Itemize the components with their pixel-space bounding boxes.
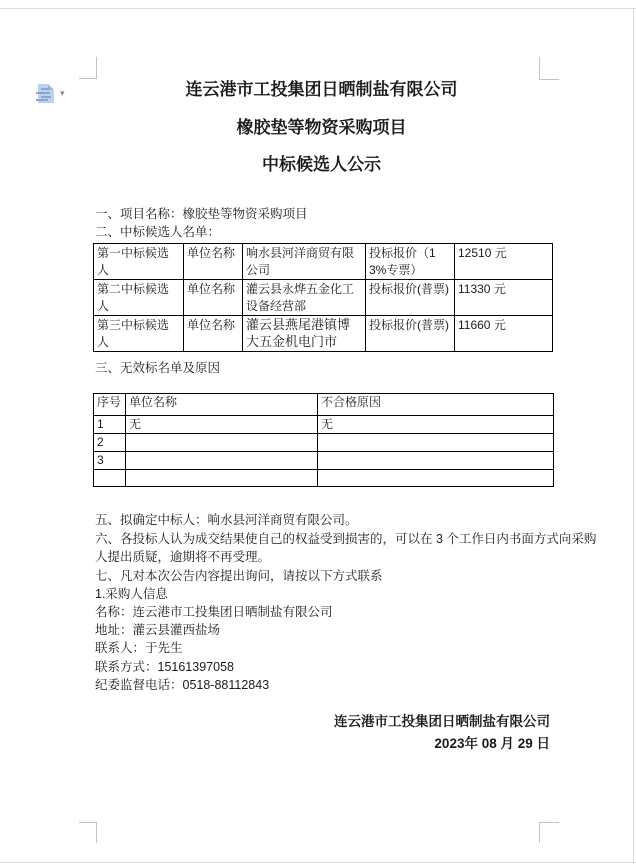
invalid-bids-table [93, 393, 554, 487]
section-6-objection-line1: 六、各投标人认为成交结果使自己的权益受到损害的，可以在 3 个工作日内书面方式向采购 [95, 532, 597, 546]
bid-price-value: 11660 元 [455, 316, 553, 352]
section-6-objection-line2: 人提出质疑，逾期将不再受理。 [95, 550, 271, 564]
unit-name-label: 单位名称 [184, 280, 243, 316]
row-index: 3 [94, 452, 126, 470]
candidate-company: 灌云县永烨五金化工设备经营部 [243, 280, 366, 316]
candidate-company: 响水县河洋商贸有限公司 [243, 244, 366, 280]
bid-price-value: 12510 元 [455, 244, 553, 280]
table-row [94, 452, 554, 470]
candidate-rank: 第二中标候选人 [94, 280, 184, 316]
bid-price-label: 投标报价(普票) [366, 316, 455, 352]
paste-options-button[interactable] [38, 84, 70, 104]
table-header-row [94, 394, 554, 416]
row-unit-name [126, 452, 318, 470]
row-unit-name: 无 [126, 416, 318, 434]
col-header-index: 序号 [94, 394, 126, 416]
row-reason: 无 [318, 416, 554, 434]
row-index: 2 [94, 434, 126, 452]
margin-crop-mark-bottom-left [79, 822, 97, 843]
bid-price-label: 投标报价（13%专票） [366, 244, 455, 280]
row-unit-name [126, 470, 318, 487]
purchaser-info-heading: 1.采购人信息 [95, 587, 168, 601]
signature-company: 连云港市工投集团日晒制盐有限公司 [334, 714, 550, 729]
table-row [94, 434, 554, 452]
document-title-company: 连云港市工投集团日晒制盐有限公司 [185, 80, 458, 99]
table-row [94, 416, 554, 434]
document-title-project: 橡胶垫等物资采购项目 [236, 118, 407, 137]
candidates-table [93, 243, 553, 352]
row-reason [318, 452, 554, 470]
supervision-phone: 纪委监督电话：0518-88112843 [95, 678, 270, 692]
row-index: 1 [94, 416, 126, 434]
section-1-project-name: 一、项目名称：橡胶垫等物资采购项目 [95, 207, 308, 221]
candidate-rank: 第三中标候选人 [94, 316, 184, 352]
unit-name-label: 单位名称 [184, 244, 243, 280]
signature-date: 2023年 08 月 29 日 [434, 736, 550, 751]
table-row [94, 244, 553, 280]
bid-price-label: 投标报价(普票) [366, 280, 455, 316]
page-bottom-edge [0, 862, 636, 863]
purchaser-phone: 联系方式：15161397058 [95, 660, 234, 674]
purchaser-address: 地址：灌云县灌西盐场 [95, 623, 221, 637]
chevron-down-icon[interactable]: ▾ [60, 88, 65, 98]
section-3-invalid-bids-heading: 三、无效标名单及原因 [95, 361, 221, 375]
section-2-candidates-heading: 二、中标候选人名单： [95, 225, 221, 239]
paste-options-icon[interactable] [38, 84, 54, 103]
unit-name-label: 单位名称 [184, 316, 243, 352]
bid-price-value: 11330 元 [455, 280, 553, 316]
candidate-company: 灌云县燕尾港镇博大五金机电门市 [243, 316, 366, 352]
table-row [94, 470, 554, 487]
purchaser-name: 名称：连云港市工投集团日晒制盐有限公司 [95, 605, 333, 619]
row-reason [318, 434, 554, 452]
table-row [94, 280, 553, 316]
col-header-unit-name: 单位名称 [126, 394, 318, 416]
candidate-rank: 第一中标候选人 [94, 244, 184, 280]
document-title-announcement: 中标候选人公示 [262, 155, 381, 174]
margin-crop-mark-top-right [539, 57, 559, 80]
table-row [94, 316, 553, 352]
page-right-edge [633, 8, 634, 863]
margin-crop-mark-bottom-right [539, 822, 559, 843]
col-header-reason: 不合格原因 [318, 394, 554, 416]
purchaser-contact-person: 联系人：于先生 [95, 641, 183, 655]
row-index [94, 470, 126, 487]
margin-crop-mark-top-left [79, 57, 97, 79]
section-5-winner: 五、拟确定中标人：响水县河洋商贸有限公司。 [95, 513, 358, 527]
row-reason [318, 470, 554, 487]
section-7-contact-heading: 七、凡对本次公告内容提出询问，请按以下方式联系 [95, 569, 383, 583]
row-unit-name [126, 434, 318, 452]
page-top-edge [0, 8, 636, 9]
